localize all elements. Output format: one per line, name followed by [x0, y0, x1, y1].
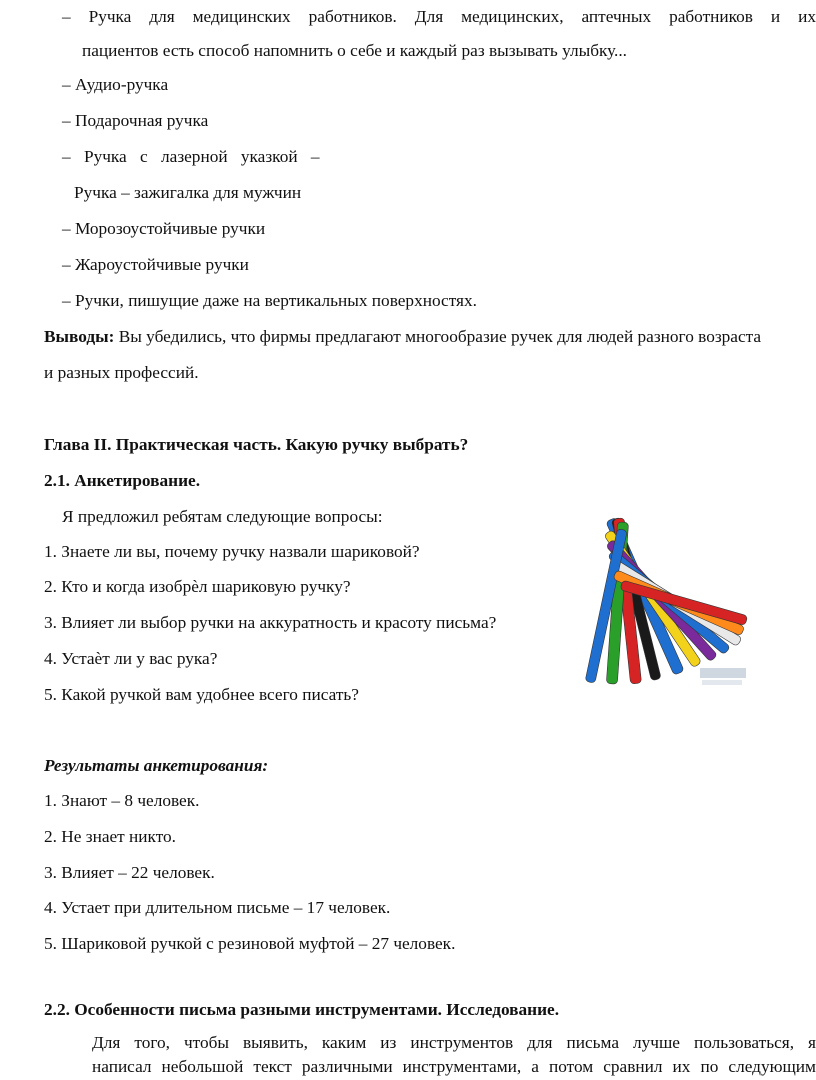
question-item: 1. Знаете ли вы, почему ручку назвали шариковой? [44, 542, 420, 561]
result-item: 4. Устает при длительном письме – 17 человек. [44, 898, 391, 917]
question-item: 5. Какой ручкой вам удобнее всего писать? [44, 685, 359, 704]
section-2-2-paragraph: Для того, чтобы выявить, каким из инструментов для письма лучше пользоваться, я [92, 1033, 816, 1052]
list-item-audio-pen: – Аудио-ручка [62, 75, 169, 94]
results-title: Результаты анкетирования: [44, 756, 269, 775]
list-item-gift-pen: – Подарочная ручка [62, 111, 209, 130]
list-item-medical-pen-continued: пациентов есть способ напомнить о себе и каждый раз вызывать улыбку... [82, 41, 628, 60]
result-item: 3. Влияет – 22 человек. [44, 863, 215, 882]
conclusions-line [44, 328, 761, 345]
question-item: 2. Кто и когда изобрѐл шариковую ручку? [44, 577, 351, 596]
conclusions-text: Вы убедились, что фирмы предлагают многообразие ручек для людей разного возраста [114, 327, 762, 346]
list-item-lighter-pen: Ручка – зажигалка для мужчин [74, 183, 302, 202]
result-item: 2. Не знает никто. [44, 827, 176, 846]
section-2-2-title: 2.2. Особенности письма разными инструментами. Исследование. [44, 1000, 560, 1019]
result-item: 1. Знают – 8 человек. [44, 791, 200, 810]
question-item: 4. Устаѐт ли у вас рука? [44, 649, 218, 668]
result-item: 5. Шариковой ручкой с резиновой муфтой – 27 человек. [44, 934, 456, 953]
section-2-1-title: 2.1. Анкетирование. [44, 471, 201, 490]
pens-photo-icon [552, 512, 754, 694]
list-item-laser-pen: – Ручка с лазерной указкой – [62, 147, 320, 166]
list-item-vertical-pen: – Ручки, пишущие даже на вертикальных поверхностях. [62, 291, 477, 310]
conclusions-text-continued: и разных профессий. [44, 363, 199, 382]
list-item-medical-pen: – Ручка для медицинских работников. Для медицинских, аптечных работников и их [62, 7, 816, 26]
conclusions-label: Выводы: [44, 327, 115, 346]
section-2-2-paragraph-continued: написал небольшой текст различными инструментами, а потом сравнил их по следующим [92, 1057, 816, 1076]
list-item-frost-pen: – Морозоустойчивые ручки [62, 219, 266, 238]
list-item-heat-pen: – Жароустойчивые ручки [62, 255, 249, 274]
chapter-title: Глава II. Практическая часть. Какую ручку выбрать? [44, 435, 469, 454]
survey-intro: Я предложил ребятам следующие вопросы: [62, 507, 383, 526]
question-item: 3. Влияет ли выбор ручки на аккуратность и красоту письма? [44, 613, 497, 632]
